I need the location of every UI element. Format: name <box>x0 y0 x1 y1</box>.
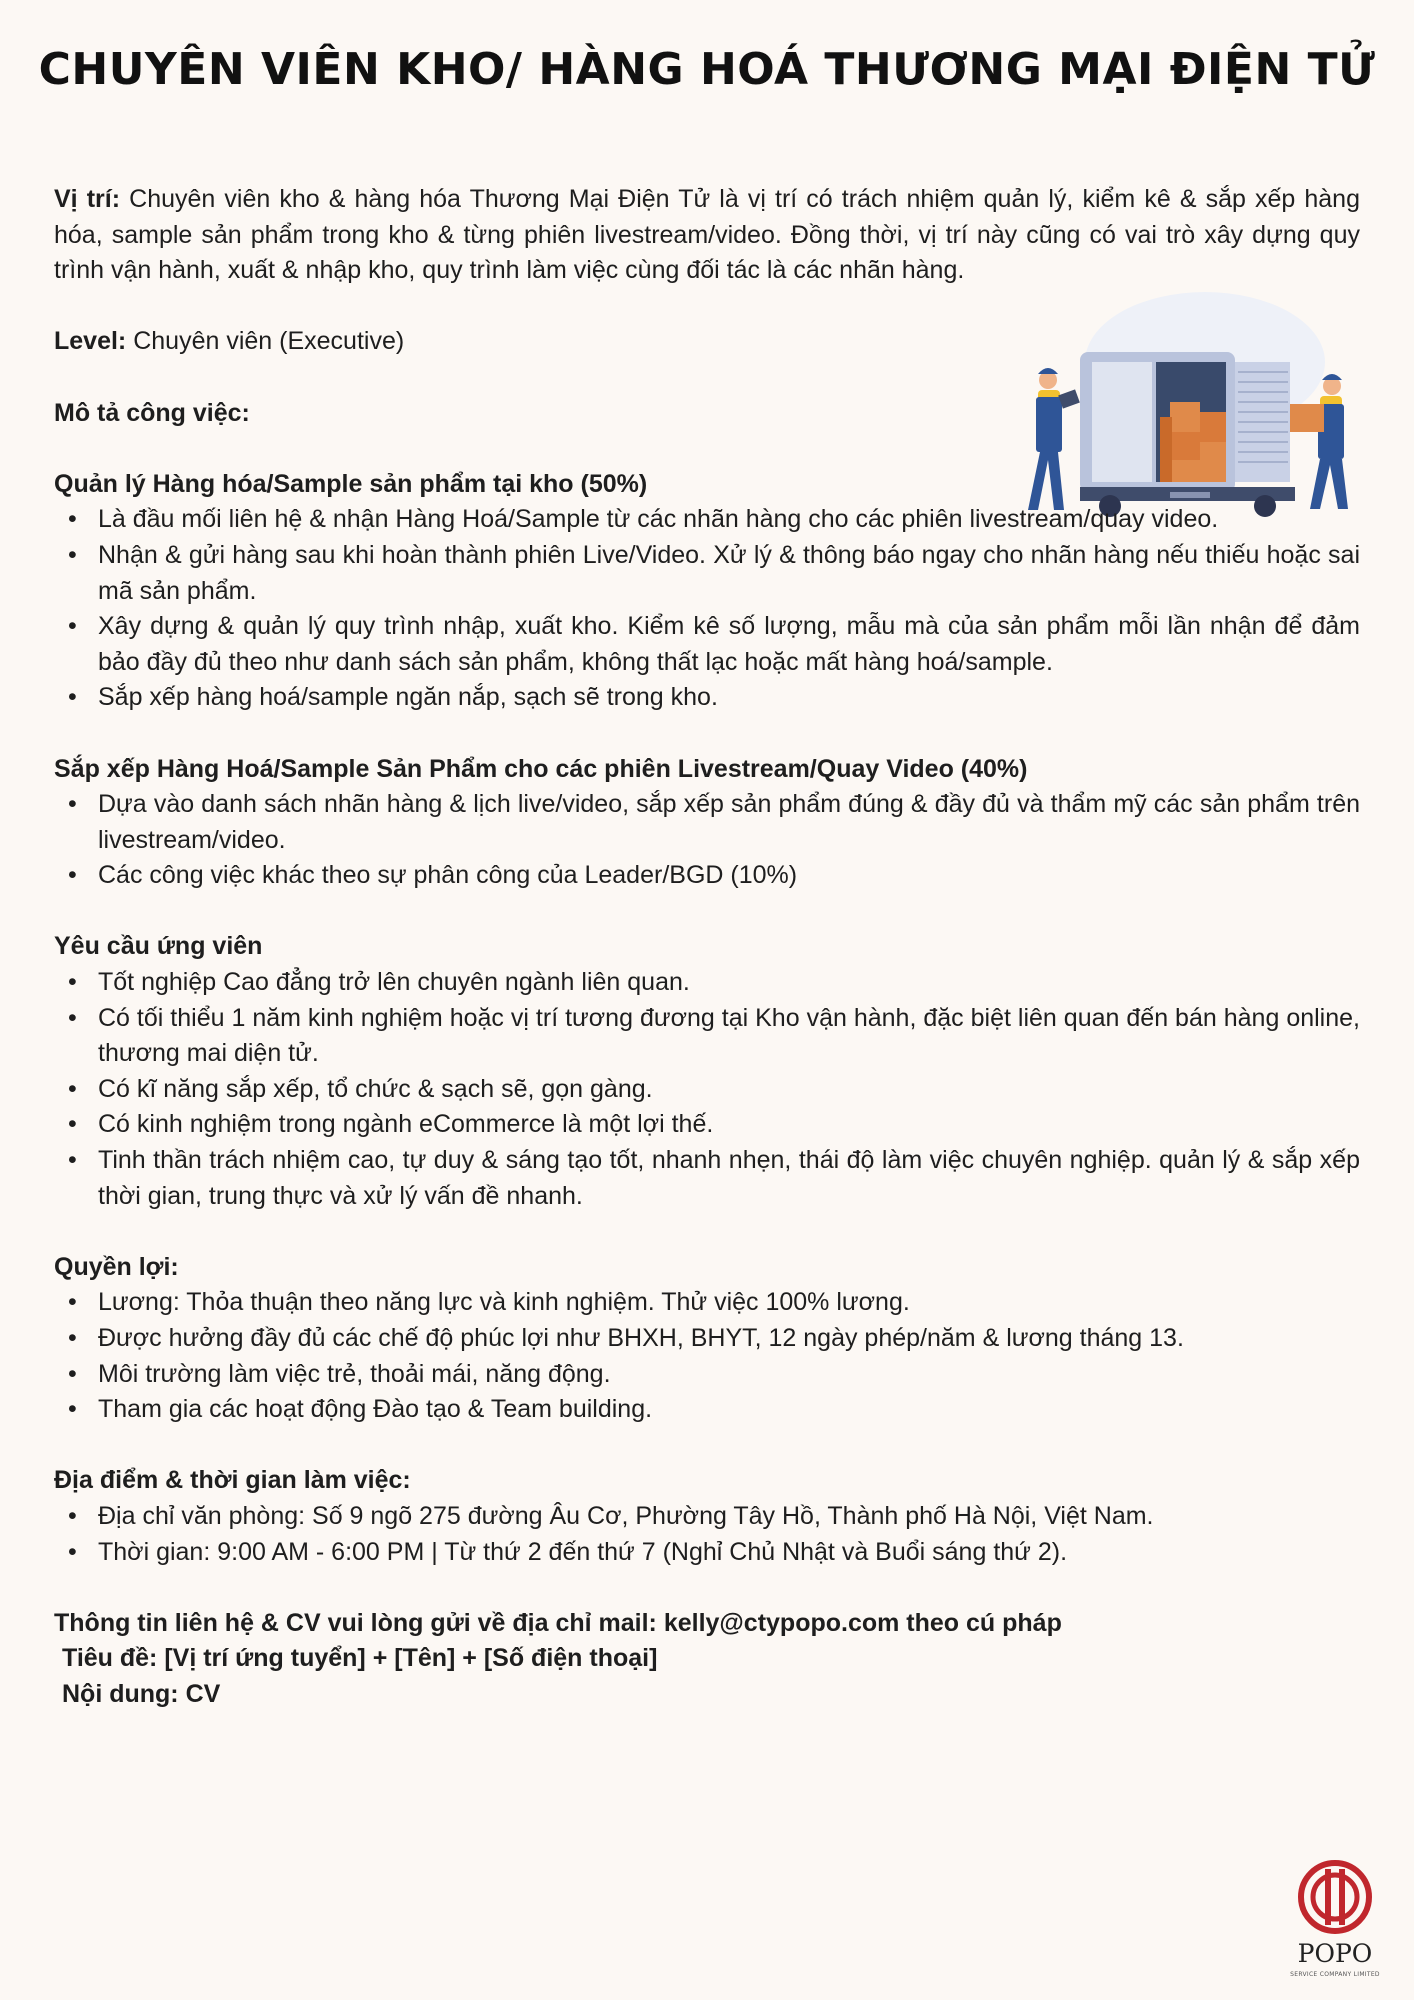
page-title: CHUYÊN VIÊN KHO/ HÀNG HOÁ THƯƠNG MẠI ĐIỆN TỬ <box>38 44 1376 95</box>
list-item: • Được hưởng đầy đủ các chế độ phúc lợi như BHXH, BHYT, 12 ngày phép/năm & lương tháng 13. <box>98 1321 1360 1357</box>
position-label: Vị trí: <box>54 185 121 213</box>
list-item: • Lương: Thỏa thuận theo năng lực và kinh nghiệm. Thử việc 100% lương. <box>98 1285 1360 1321</box>
list-item: • Là đầu mối liên hệ & nhận Hàng Hoá/Sample từ các nhãn hàng cho các phiên livestream/quay video. <box>98 502 1360 538</box>
position-paragraph <box>54 182 1360 289</box>
list-item: • Địa chỉ văn phòng: Số 9 ngõ 275 đường Âu Cơ, Phường Tây Hồ, Thành phố Hà Nội, Việt Nam. <box>98 1499 1360 1535</box>
list-item: • Xây dựng & quản lý quy trình nhập, xuất kho. Kiểm kê số lượng, mẫu mà của sản phẩm mỗi lần nhận để đảm bảo đầy đủ theo như danh sách sản phẩm, không thất lạc hoặc mất hàng hoá/sample. <box>98 609 1360 680</box>
list-item: • Có kĩ năng sắp xếp, tổ chức & sạch sẽ, gọn gàng. <box>98 1072 1360 1108</box>
requirements-heading: Yêu cầu ứng viên <box>54 932 263 961</box>
popo-logo <box>1285 1855 1385 1985</box>
location-list <box>54 1499 1360 1570</box>
position-text: Chuyên viên kho & hàng hóa Thương Mại Điện Tử là vị trí có trách nhiệm quản lý, kiểm kê & sắp xếp hàng hóa, sample sản phẩm trong kho & từng phiên livestream/video. Đồng thời, vị trí này cũng có vai trò xây dựng quy trình vận hành, xuất & nhập kho, quy trình làm việc cùng đối tác là các nhãn hàng. <box>54 185 1360 285</box>
list-item: • Tinh thần trách nhiệm cao, tự duy & sáng tạo tốt, nhanh nhẹn, thái độ làm việc chuyên nghiệp. quản lý & sắp xếp thời gian, trung thực và xử lý vấn đề nhanh. <box>98 1143 1360 1214</box>
contact-content-line: Nội dung: CV <box>62 1679 221 1708</box>
requirements-list <box>54 965 1360 1214</box>
list-item: • Môi trường làm việc trẻ, thoải mái, năng động. <box>98 1357 1360 1393</box>
list-item: • Có tối thiểu 1 năm kinh nghiệm hoặc vị trí tương đương tại Kho vận hành, đặc biệt liên quan đến bán hàng online, thương mai diện tử. <box>98 1001 1360 1072</box>
list-item: • Thời gian: 9:00 AM - 6:00 PM | Từ thứ 2 đến thứ 7 (Nghỉ Chủ Nhật và Buổi sáng thứ 2). <box>98 1535 1360 1571</box>
popo-logo-icon <box>1285 1855 1385 1939</box>
list-item: • Tốt nghiệp Cao đẳng trở lên chuyên ngành liên quan. <box>98 965 1360 1001</box>
section2-heading: Sắp xếp Hàng Hoá/Sample Sản Phẩm cho các phiên Livestream/Quay Video (40%) <box>54 754 1028 783</box>
list-item: • Có kinh nghiệm trong ngành eCommerce là một lợi thế. <box>98 1107 1360 1143</box>
job-description <box>54 182 1360 1713</box>
list-item: • Tham gia các hoạt động Đào tạo & Team building. <box>98 1392 1360 1428</box>
list-item: • Dựa vào danh sách nhãn hàng & lịch live/video, sắp xếp sản phẩm đúng & đầy đủ và thẩm mỹ các sản phẩm trên livestream/video. <box>98 787 1360 858</box>
benefits-heading: Quyền lợi: <box>54 1252 179 1281</box>
logo-name: POPO <box>1297 1939 1373 1968</box>
level-line <box>54 324 1360 360</box>
location-heading: Địa điểm & thời gian làm việc: <box>54 1466 411 1495</box>
contact-subject-line: Tiêu đề: [Vị trí ứng tuyển] + [Tên] + [Số điện thoại] <box>62 1644 658 1673</box>
section1-list <box>54 502 1360 716</box>
list-item: • Sắp xếp hàng hoá/sample ngăn nắp, sạch sẽ trong kho. <box>98 680 1360 716</box>
benefits-list <box>54 1285 1360 1427</box>
section2-list <box>54 787 1360 894</box>
contact-line: Thông tin liên hệ & CV vui lòng gửi về địa chỉ mail: kelly@ctypopo.com theo cú pháp <box>54 1608 1062 1637</box>
level-label: Level: <box>54 327 127 356</box>
list-item: • Nhận & gửi hàng sau khi hoàn thành phiên Live/Video. Xử lý & thông báo ngay cho nhãn hàng nếu thiếu hoặc sai mã sản phẩm. <box>98 538 1360 609</box>
list-item: • Các công việc khác theo sự phân công của Leader/BGD (10%) <box>98 858 1360 894</box>
section1-heading: Quản lý Hàng hóa/Sample sản phẩm tại kho (50%) <box>54 469 648 498</box>
level-text: Chuyên viên (Executive) <box>126 327 405 356</box>
logo-subtitle: SERVICE COMPANY LIMITED <box>1290 1971 1380 1978</box>
job-description-heading: Mô tả công việc: <box>54 398 250 427</box>
